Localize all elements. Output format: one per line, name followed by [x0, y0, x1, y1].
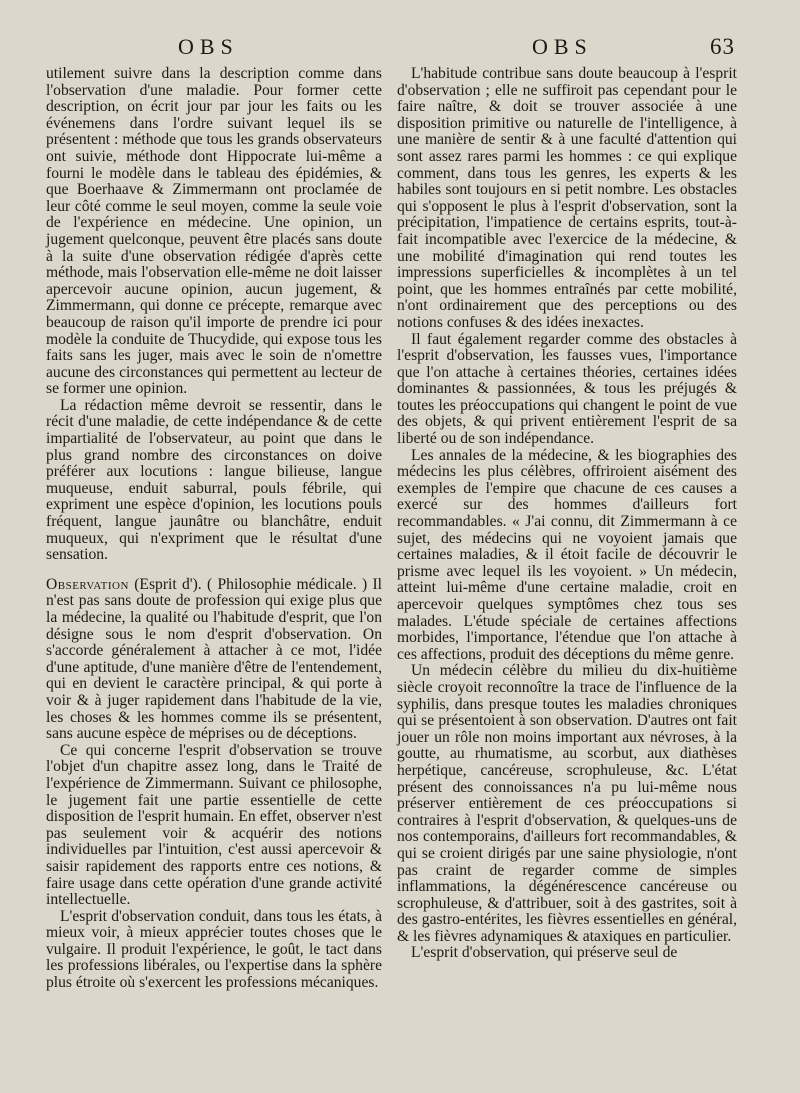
right-paragraph-3: Les annales de la médecine, & les biographies des médecins les plus célèbres, offriroient aisément des exemples de l'empire que chacune de ces causes a exercé sur des hommes d'ailleurs fort recommandables. « J'ai connu, dit Zimmermann à ce sujet, des médecins qui ne voyoient jamais que certaines maladies, & il étoit facile de découvrir le prisme avec lequel ils les voyoient. » Un médecin, atteint lui-même d'une certaine maladie, croit en apercevoir quelques symptômes chez tous ses malades. L'étude spéciale de certaines affections morbides, l'importance, l'étendue que l'on attache à ces affections, produit des déceptions du même genre.	[397, 446, 737, 663]
page-number: 63	[710, 34, 735, 59]
right-column	[397, 66, 737, 962]
right-paragraph-1: L'habitude contribue sans doute beaucoup à l'esprit d'observation ; elle ne suffiroit pas cependant pour le faire naître, & doit se trouver associée à une disposition primitive ou naturelle de l'intelligence, à une manière de sentir & à une faculté d'attention qui sont assez rares parmi les hommes : ce qui explique comment, dans tous les genres, les experts & les habiles sont toujours en si petit nombre. Les obstacles qui s'opposent le plus à l'esprit d'observation, sont la précipitation, l'impatience de certains esprits, tout-à-fait incompatible avec l'exercice de la médecine, & une mobilité d'imagination qui rend toutes les impressions superficielles & incomplètes à un tel point, que les hommes entraînés par cette mobilité, n'ont ordinairement que des perceptions ou des notions confuses & des idées inexactes.	[397, 65, 737, 331]
left-paragraph-2: La rédaction même devroit se ressentir, dans le récit d'une maladie, de cette indépendance & de cette impartialité de l'observateur, au point que dans le plus grand nombre des circonstances on doive préférer aux locutions : langue bilieuse, langue muqueuse, enduit saburral, pouls fébrile, qui expriment une espèce d'opinion, les locutions pouls fréquent, langue jaunâtre ou blanchâtre, enduit muqueux, qui n'expriment que le résultat d'une sensation.	[46, 396, 382, 564]
entry-body: (Esprit d'). ( Philosophie médicale. ) Il n'est pas sans doute de profession qui exige plus que la médecine, la qualité ou l'habitude d'esprit, que l'on désigne sous le nom d'esprit d'observation. On s'accorde généralement à attacher à ce mot, l'idée d'une aptitude, d'une manière d'être de l'entendement, qui en devient le caractère principal, & qui porte à voir & à juger rapidement dans l'habitude de la vie, les choses & les hommes comme ils se présentent, sans aucune espèce de méprises ou de déceptions.	[46, 575, 382, 743]
right-paragraph-5: L'esprit d'observation, qui préserve seul de	[411, 944, 678, 962]
right-paragraph-4: Un médecin célèbre du milieu du dix-huitième siècle croyoit reconnoître la trace de l'influence de la syphilis, dans presque toutes les maladies chroniques qui se présentoient à son observation. D'autres ont fait jouer un rôle non moins important aux névroses, à la goutte, au rhumatisme, au scorbut, aux diathèses herpétique, cancéreuse, scrophuleuse, &c. L'état présent des connoissances n'a pu lui-même nous préserver entièrement de ces préoccupations si contraires à l'esprit d'observation, & quelques-uns de nos contemporains, d'ailleurs fort recommandables, & qui se croient dirigés par une saine physiologie, n'ont pas craint de regarder comme de simples inflammations, la dégénérescence cancéreuse ou scrophuleuse, & d'attribuer, soit à des gastrites, soit à des gastro-entérites, les fièvres essentielles en général, & les fièvres adynamiques & ataxiques en particulier.	[397, 662, 737, 945]
header-right-word: OBS	[532, 34, 593, 59]
running-header	[0, 34, 800, 64]
left-paragraph-5: L'esprit d'observation conduit, dans tous les états, à mieux voir, à mieux apprécier toutes choses que le vulgaire. Il produit l'expérience, le goût, le tact dans les professions libérales, ou l'expertise dans la sphère plus étroite où s'exercent les professions mécaniques.	[46, 907, 382, 992]
left-column	[46, 66, 382, 992]
left-paragraph-4: Ce qui concerne l'esprit d'observation se trouve l'objet d'un chapitre assez long, dans le Traité de l'expérience de Zimmermann. Suivant ce philosophe, le jugement fait une partie essentielle de cette disposition de l'esprit humain. En effet, observer n'est pas seulement voir & acquérir des notions individuelles par l'intuition, c'est aussi apercevoir & saisir rapidement des rapports entre ces notions, & faire usage dans cette opération d'une grande activité intellectuelle.	[46, 741, 382, 909]
header-left-word: OBS	[178, 34, 239, 59]
entry-observation-esprit	[46, 577, 382, 743]
left-paragraph-1: utilement suivre dans la description comme dans l'observation d'une maladie. Pour former cette description, on écrit jour par jour les faits ou les événemens dans l'ordre suivant lequel ils se présentent : méthode que tous les grands observateurs ont suivie, méthode dont Hippocrate lui-même a fourni le modèle dans le tableau des épidémies, & que Boerhaave & Zimmermann ont proclamée de leur côté comme le seul moyen, comme la seule voie de l'expérience en médecine. Une opinion, un jugement quelconque, peuvent être placés sans doute à la suite d'une observation rédigée d'après cette méthode, mais l'observation elle-même ne doit laisser apercevoir aucune opinion, aucun jugement, & Zimmermann, qui donne ce précepte, remarque avec beaucoup de raison qu'il importe de prendre ici pour modèle la conduite de Thucydide, qui expose tous les faits sans les juger, mais avec le soin de n'omettre aucune des circonstances qui permettent au lecteur de se former une opinion.	[46, 65, 382, 398]
entry-headword: Observation	[46, 575, 129, 593]
right-paragraph-2: Il faut également regarder comme des obstacles à l'esprit d'observation, les fausses vues, l'importance que l'on attache à certaines théories, certaines idées dominantes & passionnées, & tous les préjugés & toutes les préoccupations qui changent le point de vue des objets, & qui privent entièrement l'esprit de sa liberté ou de son indépendance.	[397, 330, 737, 448]
